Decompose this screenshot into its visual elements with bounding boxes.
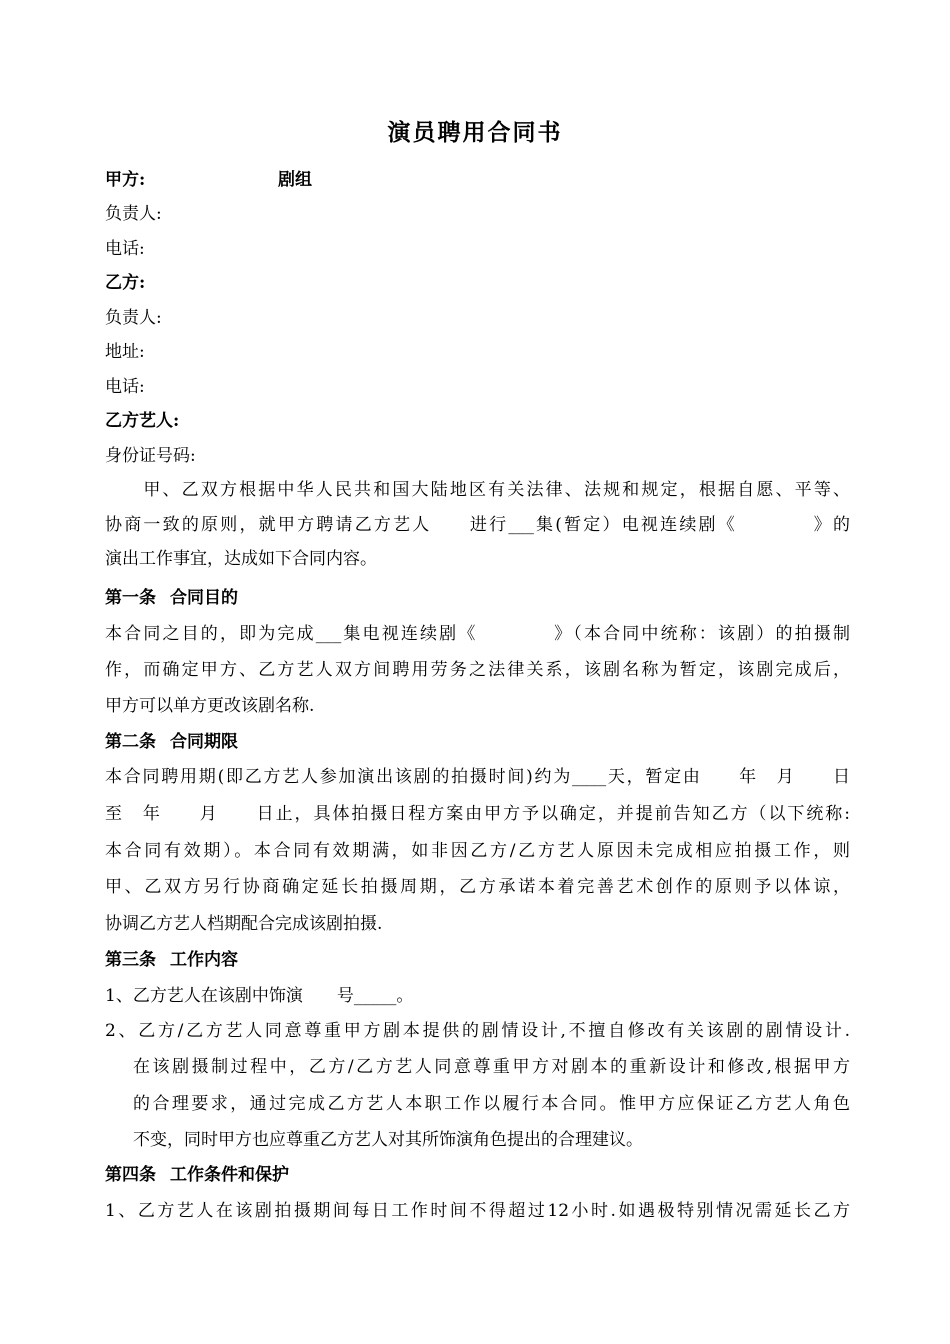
article-4-title: 工作条件和保护	[170, 1165, 289, 1185]
party-a-name: 剧组	[278, 170, 312, 190]
article-2-number: 第二条	[105, 732, 156, 752]
article-1-number: 第一条	[105, 588, 156, 608]
article-2-line-3: 本合同有效期）。本合同有效期满，如非因乙方/乙方艺人原因未完成相应拍摄工作，则	[105, 841, 850, 861]
article-1-title: 合同目的	[170, 588, 238, 608]
party-a-label: 甲方:	[105, 170, 146, 190]
party-a-person: 负责人:	[105, 204, 162, 224]
article-1-line-1: 本合同之目的，即为完成___集电视连续剧《 》（本合同中统称：该剧）的拍摄制	[105, 624, 850, 644]
party-b-person: 负责人:	[105, 308, 162, 328]
article-2-line-1: 本合同聘用期(即乙方艺人参加演出该剧的拍摄时间)约为____天，暂定由 年 月 日	[105, 767, 850, 787]
party-b-phone: 电话:	[105, 377, 145, 397]
article-3-item-2-line-2: 在该剧摄制过程中，乙方/乙方艺人同意尊重甲方对剧本的重新设计和修改,根据甲方	[133, 1057, 850, 1077]
article-3-item-2: 2、乙方/乙方艺人同意尊重甲方剧本提供的剧情设计,不擅自修改有关该剧的剧情设计.	[105, 1021, 850, 1041]
article-3-item-2-line-4: 不变，同时甲方也应尊重乙方艺人对其所饰演角色提出的合理建议。	[133, 1130, 643, 1150]
article-3-number: 第三条	[105, 950, 156, 970]
party-b-label: 乙方:	[105, 273, 146, 293]
article-1-heading	[105, 585, 850, 611]
party-a-line	[105, 167, 850, 193]
article-1-line-2: 作，而确定甲方、乙方艺人双方间聘用劳务之法律关系，该剧名称为暂定，该剧完成后，	[105, 660, 850, 680]
id-number-label: 身份证号码:	[105, 446, 196, 466]
article-1-line-3: 甲方可以单方更改该剧名称.	[105, 696, 315, 716]
article-2-line-2: 至 年 月 日止，具体拍摄日程方案由甲方予以确定，并提前告知乙方（以下统称:	[105, 804, 850, 824]
article-4-item-1: 1、乙方艺人在该剧拍摄期间每日工作时间不得超过12小时.如遇极特别情况需延长乙方	[105, 1201, 850, 1221]
article-3-heading	[105, 947, 850, 973]
preamble-line-2: 协商一致的原则，就甲方聘请乙方艺人 进行___集(暂定）电视连续剧《 》的	[105, 515, 850, 535]
article-4-heading	[105, 1162, 850, 1188]
article-2-line-5: 协调乙方艺人档期配合完成该剧拍摄.	[105, 914, 383, 934]
article-3-title: 工作内容	[170, 950, 238, 970]
party-b-address: 地址:	[105, 342, 145, 362]
article-2-heading	[105, 729, 850, 755]
article-4-number: 第四条	[105, 1165, 156, 1185]
document-title: 演员聘用合同书	[387, 119, 563, 146]
article-2-line-4: 甲、乙双方另行协商确定延长拍摄周期，乙方承诺本着完善艺术创作的原则予以体谅，	[105, 877, 850, 897]
party-a-phone: 电话:	[105, 239, 145, 259]
article-3-item-1: 1、乙方艺人在该剧中饰演 号_____。	[105, 986, 414, 1006]
artist-label: 乙方艺人:	[105, 411, 180, 431]
article-3-item-2-line-3: 的合理要求，通过完成乙方艺人本职工作以履行本合同。惟甲方应保证乙方艺人角色	[133, 1094, 850, 1114]
preamble-line-1: 甲、乙双方根据中华人民共和国大陆地区有关法律、法规和规定，根据自愿、平等、	[105, 480, 850, 500]
preamble-line-3: 演出工作事宜，达成如下合同内容。	[105, 549, 377, 569]
article-2-title: 合同期限	[170, 732, 238, 752]
